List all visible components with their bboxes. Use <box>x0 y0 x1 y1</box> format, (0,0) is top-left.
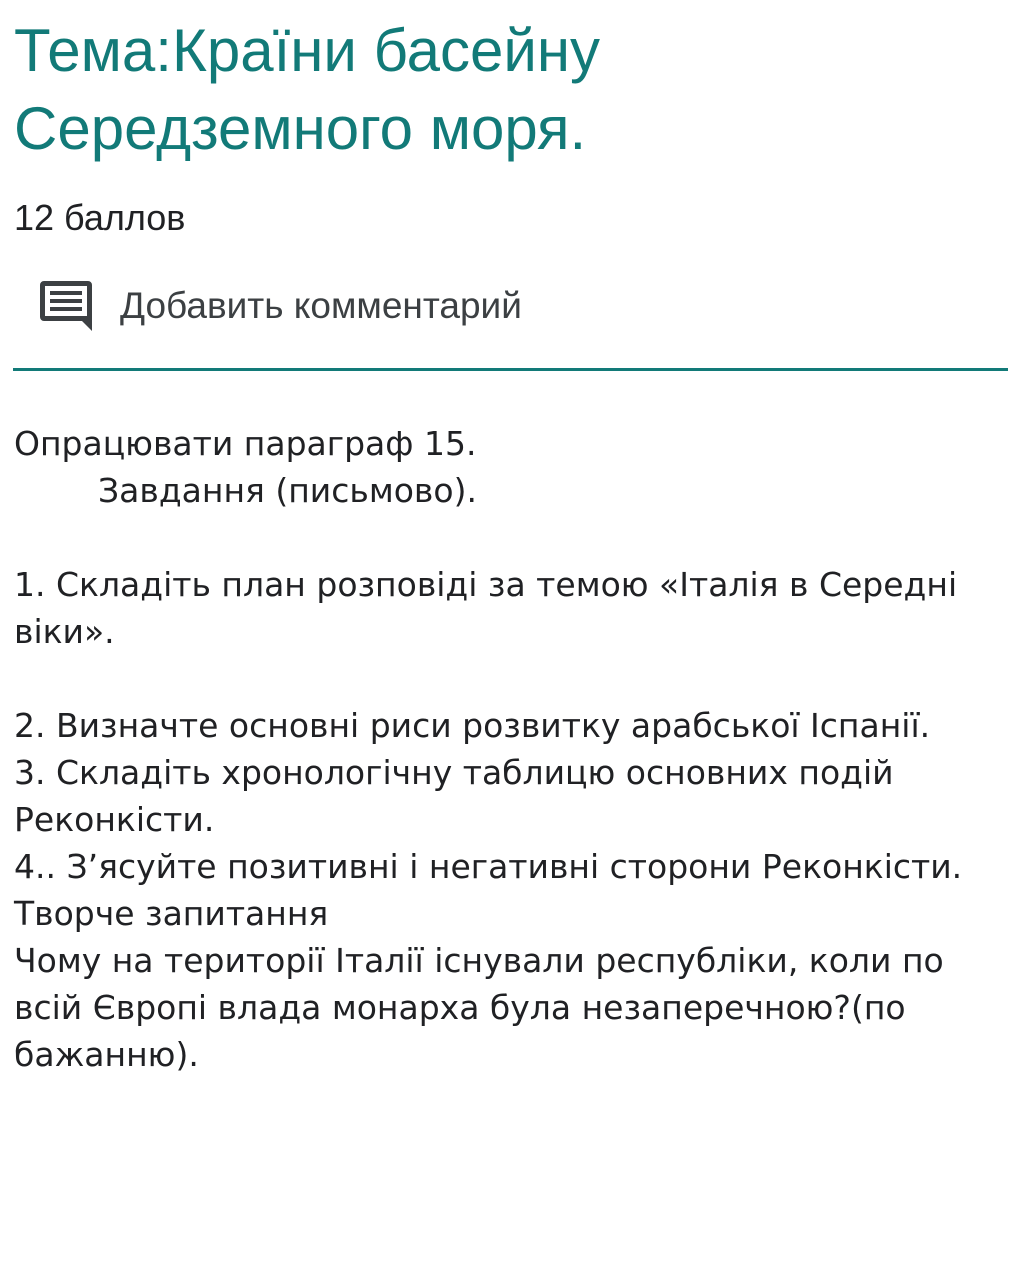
creative-question: Чому на території Італії існували республіки, коли по всій Європі влада монарха була незаперечною?(по бажанню). <box>14 941 955 1074</box>
instruction-line: Опрацювати параграф 15. <box>14 424 477 463</box>
add-comment-label: Добавить комментарий <box>120 285 522 326</box>
instruction-line: Завдання (письмово). <box>98 471 477 510</box>
spacer <box>14 655 1009 702</box>
add-comment-button[interactable] <box>38 278 522 334</box>
assignment-title: Тема:Країни басейну Середземного моря. <box>14 17 600 162</box>
points-label: 12 баллов <box>14 197 186 238</box>
creative-heading: Творче запитання <box>14 894 329 933</box>
task-item: 2. Визначте основні риси розвитку арабської Іспанії. <box>14 706 931 745</box>
spacer <box>14 514 1009 561</box>
task-item: 4.. З’ясуйте позитивні і негативні сторони Реконкісти. <box>14 847 963 886</box>
task-item: 3. Складіть хронологічну таблицю основних подій Реконкісти. <box>14 753 905 839</box>
divider <box>13 368 1008 371</box>
assignment-instructions <box>14 420 1009 1078</box>
task-item: 1. Складіть план розповіді за темою «Італія в Середні віки». <box>14 565 968 651</box>
comment-icon <box>38 279 94 333</box>
